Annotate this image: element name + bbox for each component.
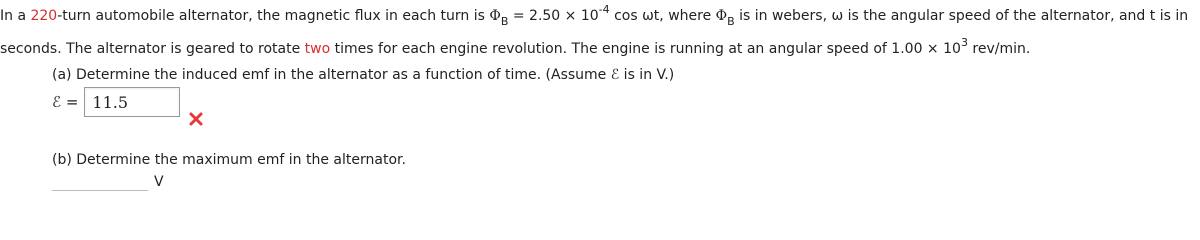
x-mark-icon (189, 112, 203, 126)
turns-value: 220 (30, 8, 58, 24)
text: In a (0, 8, 31, 24)
phi-subscript: B (500, 15, 509, 28)
problem-line-2 (0, 36, 1030, 57)
part-a-answer-row (52, 84, 180, 120)
flux-value: = 2.50 × 10 (508, 8, 599, 24)
rotation-ratio: two (304, 41, 331, 57)
phi-subscript-2: B (727, 15, 735, 28)
part-b-answer-row (52, 172, 164, 192)
text: cos ωt, where (609, 8, 716, 24)
text: seconds. The alternator is geared to rotate (0, 41, 305, 57)
part-b-answer-field[interactable] (52, 173, 148, 191)
problem-line-1 (0, 3, 1188, 28)
text: times for each engine revolution. The engine is running at an angular speed of 1.00 × 10 (330, 41, 961, 57)
text: rev/min. (967, 41, 1031, 57)
phi-symbol: Φ (489, 8, 501, 24)
flux-exponent: -4 (598, 3, 610, 16)
phi-symbol-2: Φ (715, 8, 728, 24)
part-a-answer-field[interactable]: 11.5 (84, 87, 180, 117)
speed-exponent: 3 (960, 36, 968, 49)
unit-label: V (154, 174, 164, 190)
part-a-question: (a) Determine the induced emf in the alternator as a function of time. (Assume ℰ is in V.) (52, 67, 675, 83)
part-b-question: (b) Determine the maximum emf in the alternator. (52, 152, 406, 168)
emf-label: ℰ = (52, 93, 79, 111)
text: is in webers, ω is the angular speed of the alternator, and t is in (734, 8, 1189, 24)
text: -turn automobile alternator, the magnetic flux in each turn is (57, 8, 490, 24)
